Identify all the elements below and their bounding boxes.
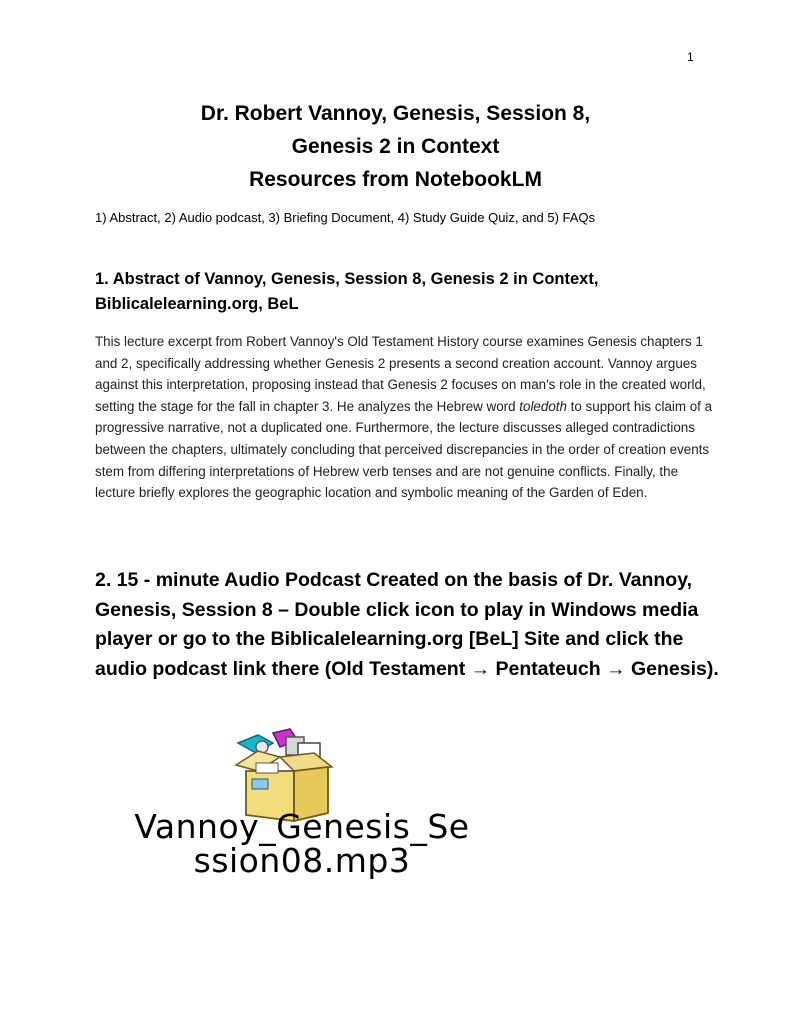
abstract-text-part1: This lecture excerpt from Robert Vannoy's Old Testament History course examines Genesis chapters 1 and 2, specifically addressing whether Genesis 2 presents a second creation account. Vannoy argues against this interpretation, proposing instead that Genesis 2 focuses on man's role in the created world, setting the stage for the fall in chapter 3. He analyzes the Hebrew word — [95, 334, 706, 414]
abstract-body — [95, 331, 720, 504]
podcast-heading — [95, 566, 735, 684]
title-line-1: Dr. Robert Vannoy, Genesis, Session 8, — [200, 102, 591, 125]
title-line-3: Resources from NotebookLM — [249, 168, 542, 191]
resources-list: 1) Abstract, 2) Audio podcast, 3) Briefing Document, 4) Study Guide Quiz, and 5) FAQs — [95, 210, 596, 225]
arrow-right-icon: → — [470, 657, 491, 680]
page-number: 1 — [687, 50, 694, 64]
title-line-2: Genesis 2 in Context — [291, 135, 500, 158]
file-name-line-1: Vannoy_Genesis_Se — [134, 807, 470, 846]
abstract-heading: 1. Abstract of Vannoy, Genesis, Session 8, Genesis 2 in Context, Biblicalelearning.org, BeL — [95, 270, 599, 313]
podcast-heading-part3: Genesis). — [625, 657, 719, 680]
abstract-italic-term: toledoth — [519, 398, 567, 414]
arrow-right-icon: → — [606, 657, 626, 680]
podcast-heading-part2: Pentateuch — [490, 657, 607, 680]
file-name-line-2: ssion08.mp3 — [193, 841, 411, 880]
abstract-text-part2: to support his claim of a progressive narrative, not a duplicated one. Furthermore, the lecture discusses alleged contradictions between the chapters, ultimately concluding that perceived discrepancies in the order of creation events stem from differing interpretations of Hebrew verb tenses and are not genuine conflicts. Finally, the lecture briefly explores the geographic location and symbolic meaning of the Garden of Eden. — [95, 398, 713, 501]
page-title — [0, 97, 791, 196]
file-name-label[interactable] — [92, 807, 512, 880]
podcast-heading-part1: 2. 15 - minute Audio Podcast Created on the basis of Dr. Vannoy, Genesis, Session 8 – Double click icon to play in Windows media player or go to the Biblicalelearning.org [BeL] Site and click the audio podcast link there (Old Testament — [95, 569, 699, 680]
